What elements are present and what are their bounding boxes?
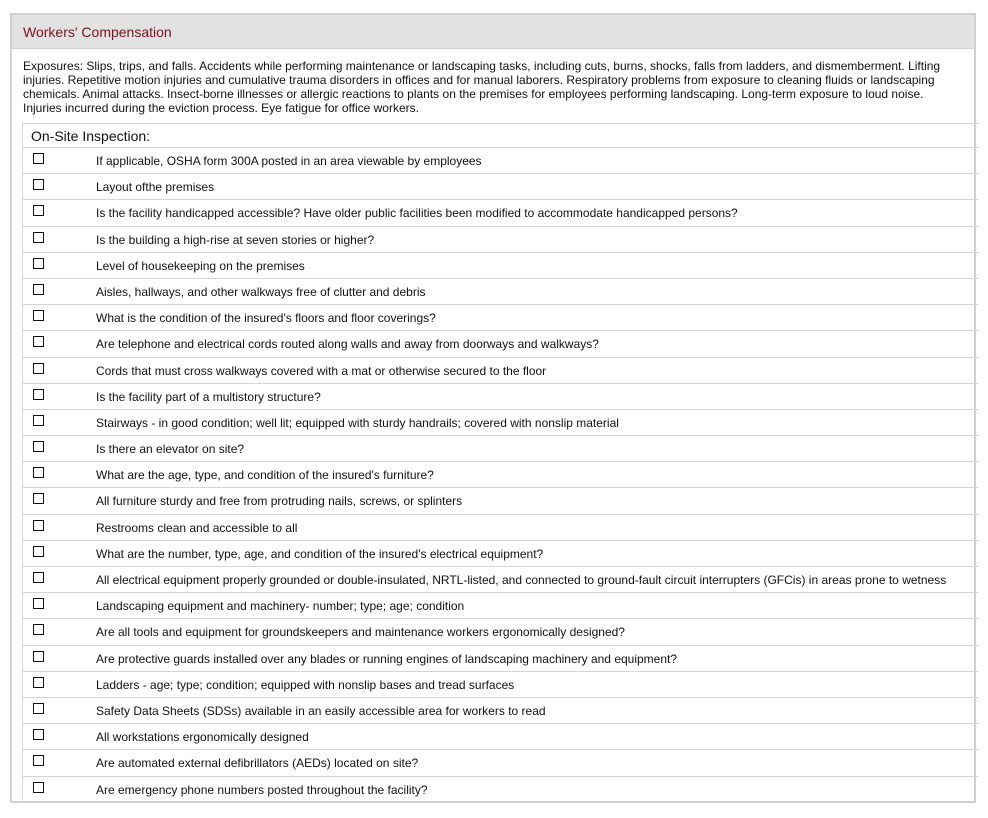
checklist-checkbox[interactable] [33,336,44,347]
checklist-item-label: Are emergency phone numbers posted throughout the facility? [96,782,428,797]
checklist-row [23,174,979,200]
checklist-checkbox[interactable] [33,153,44,164]
checklist-checkbox[interactable] [33,232,44,243]
checklist-checkbox[interactable] [33,729,44,740]
checklist-item-label: Are all tools and equipment for groundskeepers and maintenance workers ergonomically designed? [96,625,625,640]
checklist-checkbox[interactable] [33,493,44,504]
checklist-row [23,515,979,541]
checklist-row [23,541,979,567]
checklist-item-label: Are telephone and electrical cords routed along walls and away from doorways and walkways? [96,337,599,352]
section-header [12,15,974,49]
checklist-checkbox[interactable] [33,258,44,269]
checklist-item-label: What are the number, type, age, and condition of the insured's electrical equipment? [96,546,544,561]
checklist-checkbox[interactable] [33,546,44,557]
checklist-item-label: Is the building a high-rise at seven stories or higher? [96,232,375,247]
checklist-row [23,436,979,462]
checklist-checkbox[interactable] [33,651,44,662]
checklist-row [23,384,979,410]
checklist-row [23,488,979,514]
inspection-rows [23,148,979,803]
checklist-row [23,724,979,750]
inspection-table [22,123,979,803]
checklist-row [23,750,979,776]
checklist-checkbox[interactable] [33,572,44,583]
section-title: Workers' Compensation [23,24,172,40]
checklist-item-label: Ladders - age; type; condition; equipped with nonslip bases and tread surfaces [96,677,515,692]
checklist-checkbox[interactable] [33,520,44,531]
checklist-item-label: Is the facility part of a multistory structure? [96,389,321,404]
checklist-row [23,593,979,619]
checklist-checkbox[interactable] [33,677,44,688]
checklist-row [23,567,979,593]
checklist-item-label: Level of housekeeping on the premises [96,258,305,273]
checklist-item-label: Is there an elevator on site? [96,442,245,457]
checklist-row [23,672,979,698]
checklist-item-label: All furniture sturdy and free from protruding nails, screws, or splinters [96,494,463,509]
checklist-row [23,410,979,436]
checklist-row [23,253,979,279]
checklist-checkbox[interactable] [33,179,44,190]
checklist-row [23,200,979,226]
checklist-checkbox[interactable] [33,205,44,216]
checklist-checkbox[interactable] [33,467,44,478]
checklist-checkbox[interactable] [33,389,44,400]
checklist-checkbox[interactable] [33,624,44,635]
checklist-row [23,358,979,384]
checklist-row [23,777,979,803]
checklist-item-label: Safety Data Sheets (SDSs) available in an easily accessible area for workers to read [96,703,546,718]
checklist-checkbox[interactable] [33,310,44,321]
checklist-row [23,227,979,253]
checklist-checkbox[interactable] [33,415,44,426]
workers-compensation-panel [10,13,976,803]
checklist-row [23,305,979,331]
checklist-row [23,331,979,357]
checklist-checkbox[interactable] [33,363,44,374]
checklist-item-label: Landscaping equipment and machinery- number; type; age; condition [96,599,465,614]
checklist-checkbox[interactable] [33,782,44,793]
checklist-checkbox[interactable] [33,441,44,452]
checklist-row [23,279,979,305]
checklist-item-label: All electrical equipment properly grounded or double-insulated, NRTL-listed, and connected to ground-fault circuit interrupters (GFCis) in areas prone to wetness [96,573,947,587]
checklist-row [23,619,979,645]
checklist-row [23,148,979,174]
checklist-item-label: What are the age, type, and condition of the insured's furniture? [96,468,434,483]
checklist-item-label: Aisles, hallways, and other walkways free of clutter and debris [96,284,426,299]
checklist-item-label: Is the facility handicapped accessible? Have older public facilities been modified to accommodate handicapped persons? [96,206,738,221]
checklist-checkbox[interactable] [33,755,44,766]
checklist-checkbox[interactable] [33,703,44,714]
checklist-item-label: Are protective guards installed over any blades or running engines of landscaping machinery and equipment? [96,651,678,666]
checklist-item-label: If applicable, OSHA form 300A posted in an area viewable by employees [96,154,482,168]
checklist-checkbox[interactable] [33,284,44,295]
checklist-item-label: Cords that must cross walkways covered with a mat or otherwise secured to the floor [96,363,547,378]
checklist-item-label: Stairways - in good condition; well lit; equipped with sturdy handrails; covered with nonslip material [96,415,619,430]
checklist-checkbox[interactable] [33,598,44,609]
exposures-text: Exposures: Slips, trips, and falls. Accidents while performing maintenance or landscaping tasks, including cuts, burns, shocks, falls from ladders, and dismemberment. Lifting injuries. Repetitive motion injuries and cumulative trauma disorders in offices and for manual laborers. Respiratory problems from exposure to cleaning fluids or landscaping chemicals. Animal attacks. Insect-borne illnesses or allergic reactions to plants on the premises for employees performing landscaping. Long-term exposure to loud noise. Injuries incurred during the eviction process. Eye fatigue for office workers. [23,59,941,115]
checklist-row [23,462,979,488]
checklist-item-label: Restrooms clean and accessible to all [96,520,298,535]
checklist-item-label: All workstations ergonomically designed [96,730,309,745]
checklist-item-label: What is the condition of the insured's floors and floor coverings? [96,311,436,326]
checklist-item-label: Layout ofthe premises [96,180,215,195]
checklist-row [23,646,979,672]
inspection-heading: On-Site Inspection: [23,124,979,148]
checklist-item-label: Are automated external defibrillators (AEDs) located on site? [96,756,419,771]
checklist-row [23,698,979,724]
